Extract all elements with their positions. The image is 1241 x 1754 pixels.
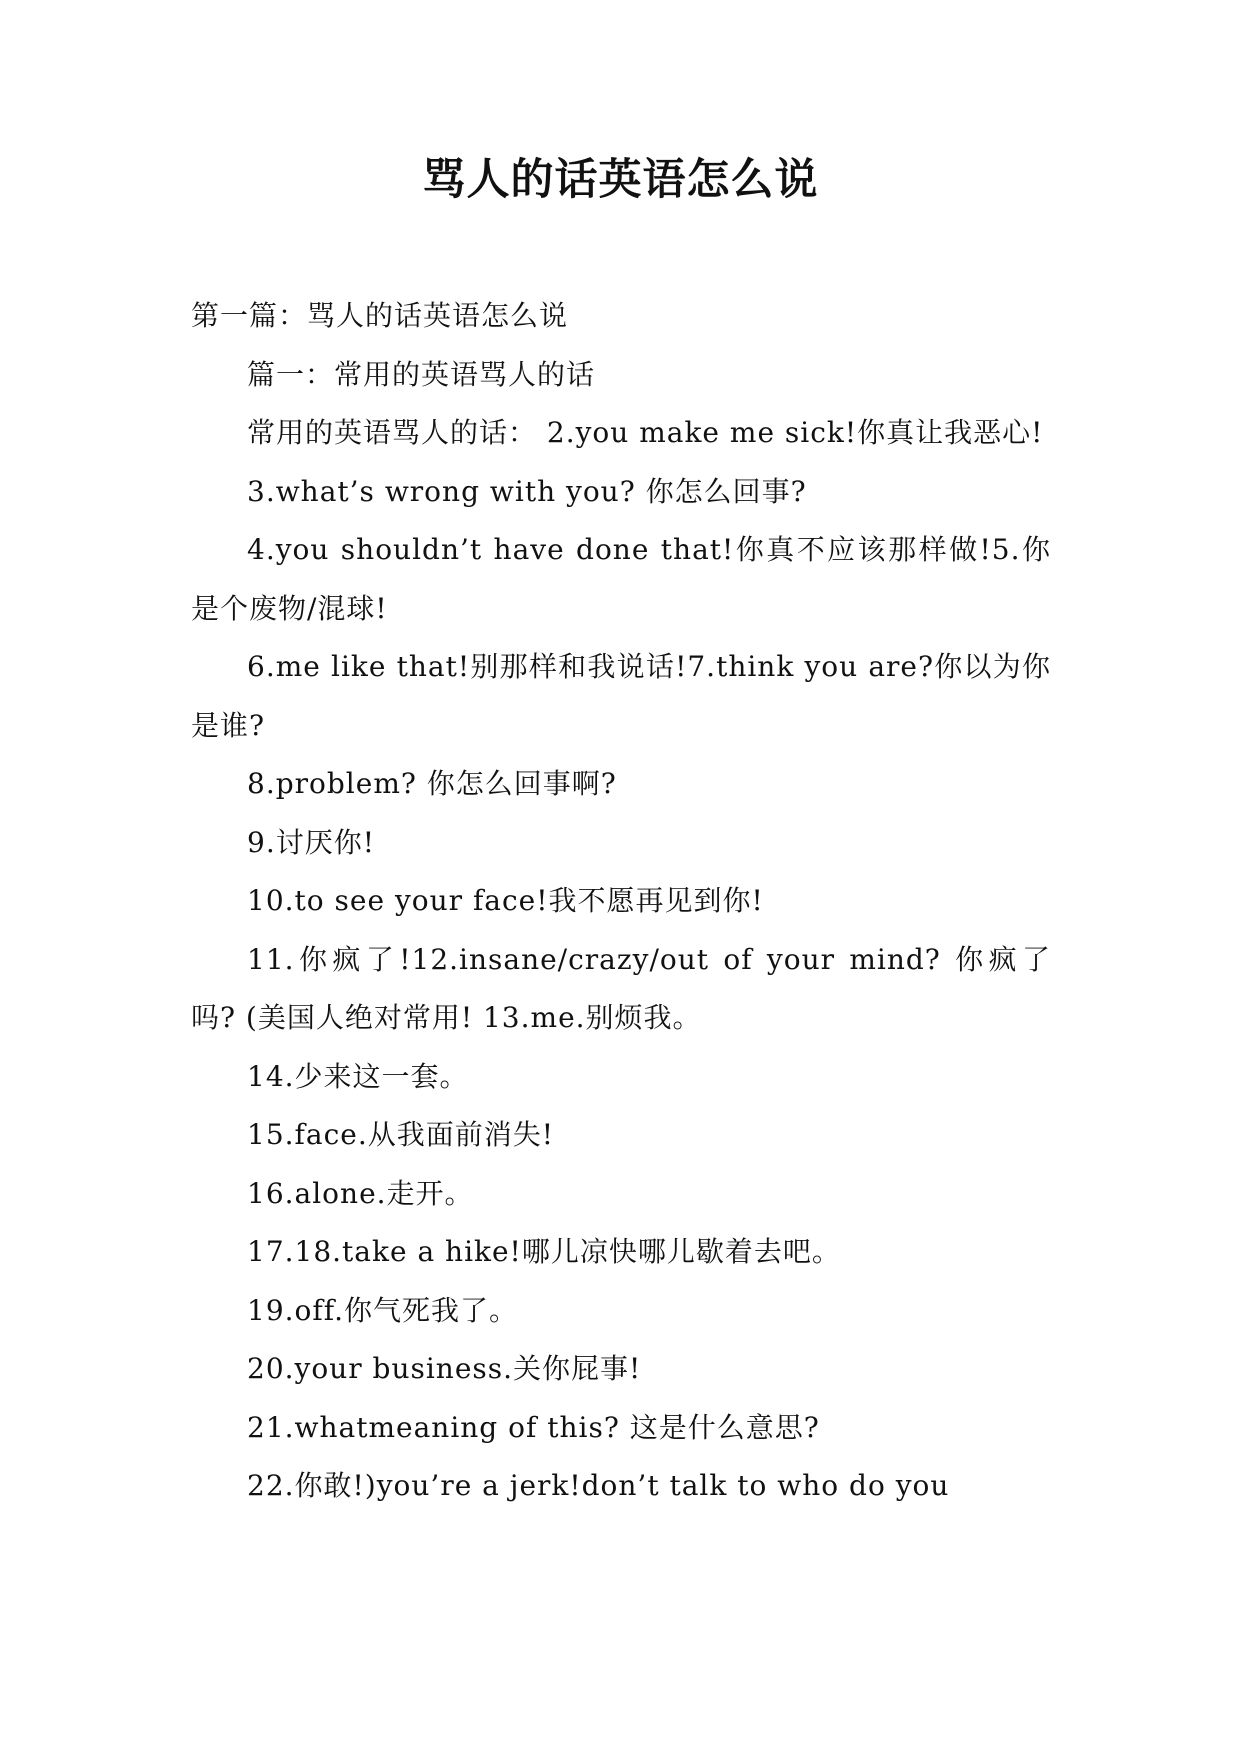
paragraph: 19.off.你气死我了。 <box>247 1293 519 1327</box>
paragraph: 17.18.take a hike!哪儿凉快哪儿歇着去吧。 <box>247 1235 841 1268</box>
subsection-heading: 篇一：常用的英语骂人的话 <box>247 357 596 391</box>
paragraph: 10.to see your face!我不愿再见到你! <box>247 884 764 917</box>
paragraph: 22.你敢!)you’re a jerk!don’t talk to who do you <box>247 1469 950 1502</box>
paragraph: 4.you shouldn’t have done that!你真不应该那样做!5.你是个废物/混球! <box>191 533 1051 625</box>
document-body <box>191 287 1051 1516</box>
paragraph: 常用的英语骂人的话： 2.you make me sick!你真让我恶心! <box>247 416 1044 449</box>
paragraph: 14.少来这一套。 <box>247 1059 469 1093</box>
section-heading: 第一篇：骂人的话英语怎么说 <box>191 299 569 332</box>
paragraph: 9.讨厌你! <box>247 825 375 859</box>
paragraph: 8.problem? 你怎么回事啊? <box>247 767 617 800</box>
paragraph: 16.alone.走开。 <box>247 1176 474 1210</box>
document-title: 骂人的话英语怎么说 <box>422 155 819 205</box>
paragraph: 11.你疯了!12.insane/crazy/out of your mind? 你疯了吗? (美国人绝对常用! 13.me.别烦我。 <box>191 942 1051 1034</box>
paragraph: 20.your business.关你屁事! <box>247 1352 642 1385</box>
paragraph: 21.whatmeaning of this? 这是什么意思? <box>247 1410 820 1444</box>
paragraph: 15.face.从我面前消失! <box>247 1118 554 1151</box>
paragraph: 6.me like that!别那样和我说话!7.think you are?你以为你是谁? <box>191 650 1051 742</box>
paragraph: 3.what’s wrong with you? 你怎么回事? <box>247 474 807 508</box>
